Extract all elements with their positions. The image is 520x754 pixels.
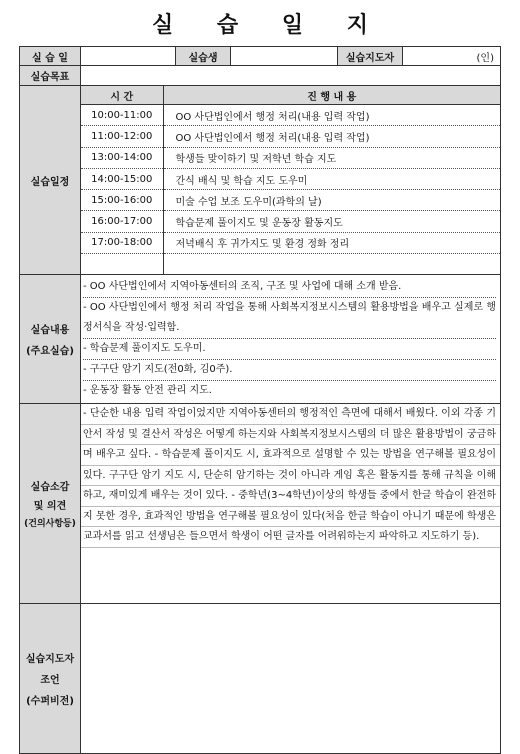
schedule-table [81, 86, 500, 274]
reflection-row [20, 404, 501, 604]
supervisor-label: 실습지도자 [338, 47, 403, 66]
student-field[interactable] [231, 47, 338, 66]
reflection-text: - 단순한 내용 입력 작업이었지만 지역아동센터의 행정적인 측면에 대해서 배웠다. 이외 각종 기안서 작성 및 결산서 작성은 어떻게 하는지와 사회복지정보시스템의 더 많은 활용방법이 궁금하며 배우고 싶다. - 학습문제 풀이지도 시, 효과적으로 설명할 수 있는 방법을 연구해볼 필요성이 있다. 구구단 암기 지도 시, 단순히 암기하는 것이 아니라 게임 혹은 활동지를 통해 규칙을 이해하고, 재미있게 배우는 것이 있다. - 중학년(3~4학년)이상의 학생들 중에서 한글 학습이 완전하지 못한 경우, 효과적인 방법을 연구해볼 필요성이 있다(처음 한글 학습이 아니기 때문에 학생은 교과서를 읽고 선생님은 들으면서 학생이 어떤 글자를 어려워하는지 파악하고 지도하기 등). [81, 404, 500, 548]
page-title: 실 습 일 지 [152, 13, 386, 38]
header-row [20, 47, 501, 66]
content-text [81, 275, 500, 403]
date-label: 실 습 일 [20, 47, 81, 66]
col-time: 시 간 [81, 86, 163, 105]
content-row [20, 275, 501, 404]
col-content: 진 행 내 용 [163, 86, 500, 105]
goal-row [20, 66, 501, 86]
schedule-row-item: 11:00-12:00 OO 사단법인에서 행정 처리(내용 입력 작업) [81, 126, 500, 147]
date-field[interactable] [81, 47, 176, 66]
advice-row [20, 604, 501, 754]
goal-field[interactable] [81, 66, 501, 86]
content-line: - OO 사단법인에서 행정 처리 작업을 통해 사회복지정보시스템의 활용방법을 배우고 실제로 행정서식을 작성·입력함. [83, 298, 496, 339]
content-line: - 학습문제 풀이지도 도우미. [83, 339, 496, 360]
content-line: - 구구단 암기 지도(전0화, 김0주). [83, 360, 496, 381]
schedule-row-item: 10:00-11:00 OO 사단법인에서 행정 처리(내용 입력 작업) [81, 105, 500, 126]
goal-label: 실습목표 [20, 66, 81, 86]
reflection-label: 실습소감 및 의견 (건의사항등) [20, 404, 81, 604]
student-label: 실습생 [176, 47, 231, 66]
schedule-row-item: 13:00-14:00 학생들 맞이하기 및 저학년 학습 지도 [81, 147, 500, 168]
advice-field[interactable] [81, 604, 501, 754]
schedule-row-item: 16:00-17:00 학습문제 풀이지도 및 운동장 활동지도 [81, 211, 500, 232]
journal-table [19, 46, 501, 754]
schedule-label: 실습일정 [20, 86, 81, 275]
schedule-header [81, 86, 500, 105]
content-label: 실습내용 (주요실습) [20, 275, 81, 404]
schedule-row-item: 17:00-18:00 저녁배식 후 귀가지도 및 환경 정화 정리 [81, 232, 500, 253]
schedule-row-item [81, 254, 500, 275]
schedule-row [20, 86, 501, 275]
seal-mark: (인) [403, 47, 501, 66]
content-line: - OO 사단법인에서 지역아동센터의 조직, 구조 및 사업에 대해 소개 받음. [83, 277, 496, 298]
schedule-row-item: 14:00-15:00 간식 배식 및 학습 지도 도우미 [81, 168, 500, 189]
content-line: - 운동장 활동 안전 관리 지도. [83, 385, 212, 397]
schedule-row-item: 15:00-16:00 미술 수업 보조 도우미(과학의 날) [81, 190, 500, 211]
advice-label: 실습지도자 조언 (수퍼비전) [20, 604, 81, 754]
